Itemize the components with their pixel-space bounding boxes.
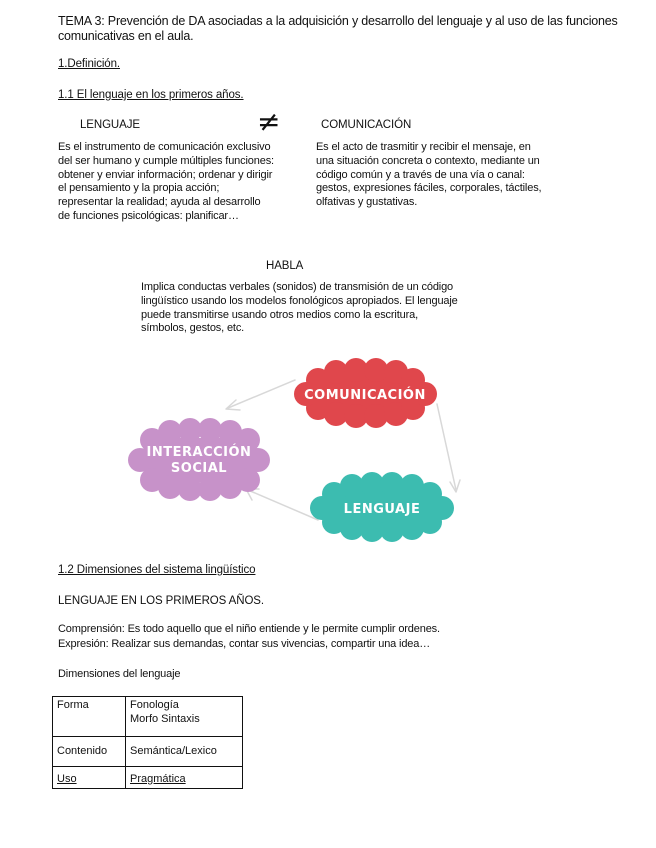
table-cell-value-text: Pragmática [130, 772, 186, 785]
table-row [53, 767, 243, 789]
table-cell-value: Semántica/Lexico [126, 737, 243, 767]
cloud-interaccion-label-1: INTERACCIÓN [146, 445, 252, 460]
definition-lenguaje: Es el instrumento de comunicación exclusivo del ser humano y cumple múltiples funciones: obtener y enviar información; ordenar y dirigir el pensamiento y la propia acción; representar la realidad; ayuda al desarrollo de funciones psicológicas: planificar… [58, 141, 274, 222]
dimensions-table [52, 696, 243, 789]
table-cell-line: Fonología [130, 699, 179, 711]
text-expresion: Expresión: Realizar sus demandas, contar sus vivencias, compartir una idea… [58, 638, 431, 650]
heading-lenguaje: LENGUAJE [80, 119, 140, 131]
table-cell-value [126, 697, 243, 737]
cloud-interaccion-label-2: SOCIAL [170, 461, 228, 476]
definition-habla: Implica conductas verbales (sonidos) de transmisión de un código lingüístico usando los modelos fonológicos apropiados. El lenguaje puede transmitirse usando otros medios como la escritura, símbolos, gestos, etc. [141, 281, 458, 335]
not-equal-icon: ≠ [257, 105, 281, 138]
section-lenguaje-primeros-anos: 1.1 El lenguaje en los primeros años. [58, 89, 244, 101]
section-definicion: 1.Definición. [58, 58, 120, 70]
table-cell-value [126, 767, 243, 789]
cloud-lenguaje-label: LENGUAJE [343, 502, 421, 517]
table-row [53, 697, 243, 737]
document-title: TEMA 3: Prevención de DA asociadas a la adquisición y desarrollo del lenguaje y al uso de las funciones comunicativas en el aula. [58, 14, 618, 43]
definition-comunicacion: Es el acto de trasmitir y recibir el mensaje, en una situación concreta o contexto, mediante un código común y a través de una vía o canal: gestos, expresiones fáciles, corporales, táctiles, olfativas y gustativas. [316, 141, 542, 209]
cloud-interaccion-social [128, 418, 270, 501]
section-dimensiones: 1.2 Dimensiones del sistema lingüístico [58, 564, 256, 576]
arrow-lenguaje-interaccion [248, 490, 318, 520]
arrow-comunicacion-interaccion [228, 380, 295, 408]
label-dimensiones: Dimensiones del lenguaje [58, 668, 181, 680]
table-cell-line: Morfo Sintaxis [130, 712, 200, 725]
table-cell-label [53, 767, 126, 789]
language-cycle-diagram [0, 350, 656, 550]
cloud-comunicacion [294, 358, 437, 428]
heading-comunicacion: COMUNICACIÓN [321, 119, 412, 131]
arrow-comunicacion-lenguaje [437, 404, 456, 490]
table-cell-label-text: Uso [57, 772, 77, 785]
cloud-lenguaje [310, 472, 454, 542]
heading-primeros-anos: LENGUAJE EN LOS PRIMEROS AÑOS. [58, 595, 264, 607]
table-cell-label: Forma [53, 697, 126, 737]
arrowhead-interaccion-top [226, 400, 240, 410]
cloud-comunicacion-label: COMUNICACIÓN [304, 388, 426, 403]
heading-habla: HABLA [266, 260, 304, 272]
table-row [53, 737, 243, 767]
table-cell-label: Contenido [53, 737, 126, 767]
text-comprension: Comprensión: Es todo aquello que el niño entiende y le permite cumplir ordenes. [58, 623, 440, 635]
